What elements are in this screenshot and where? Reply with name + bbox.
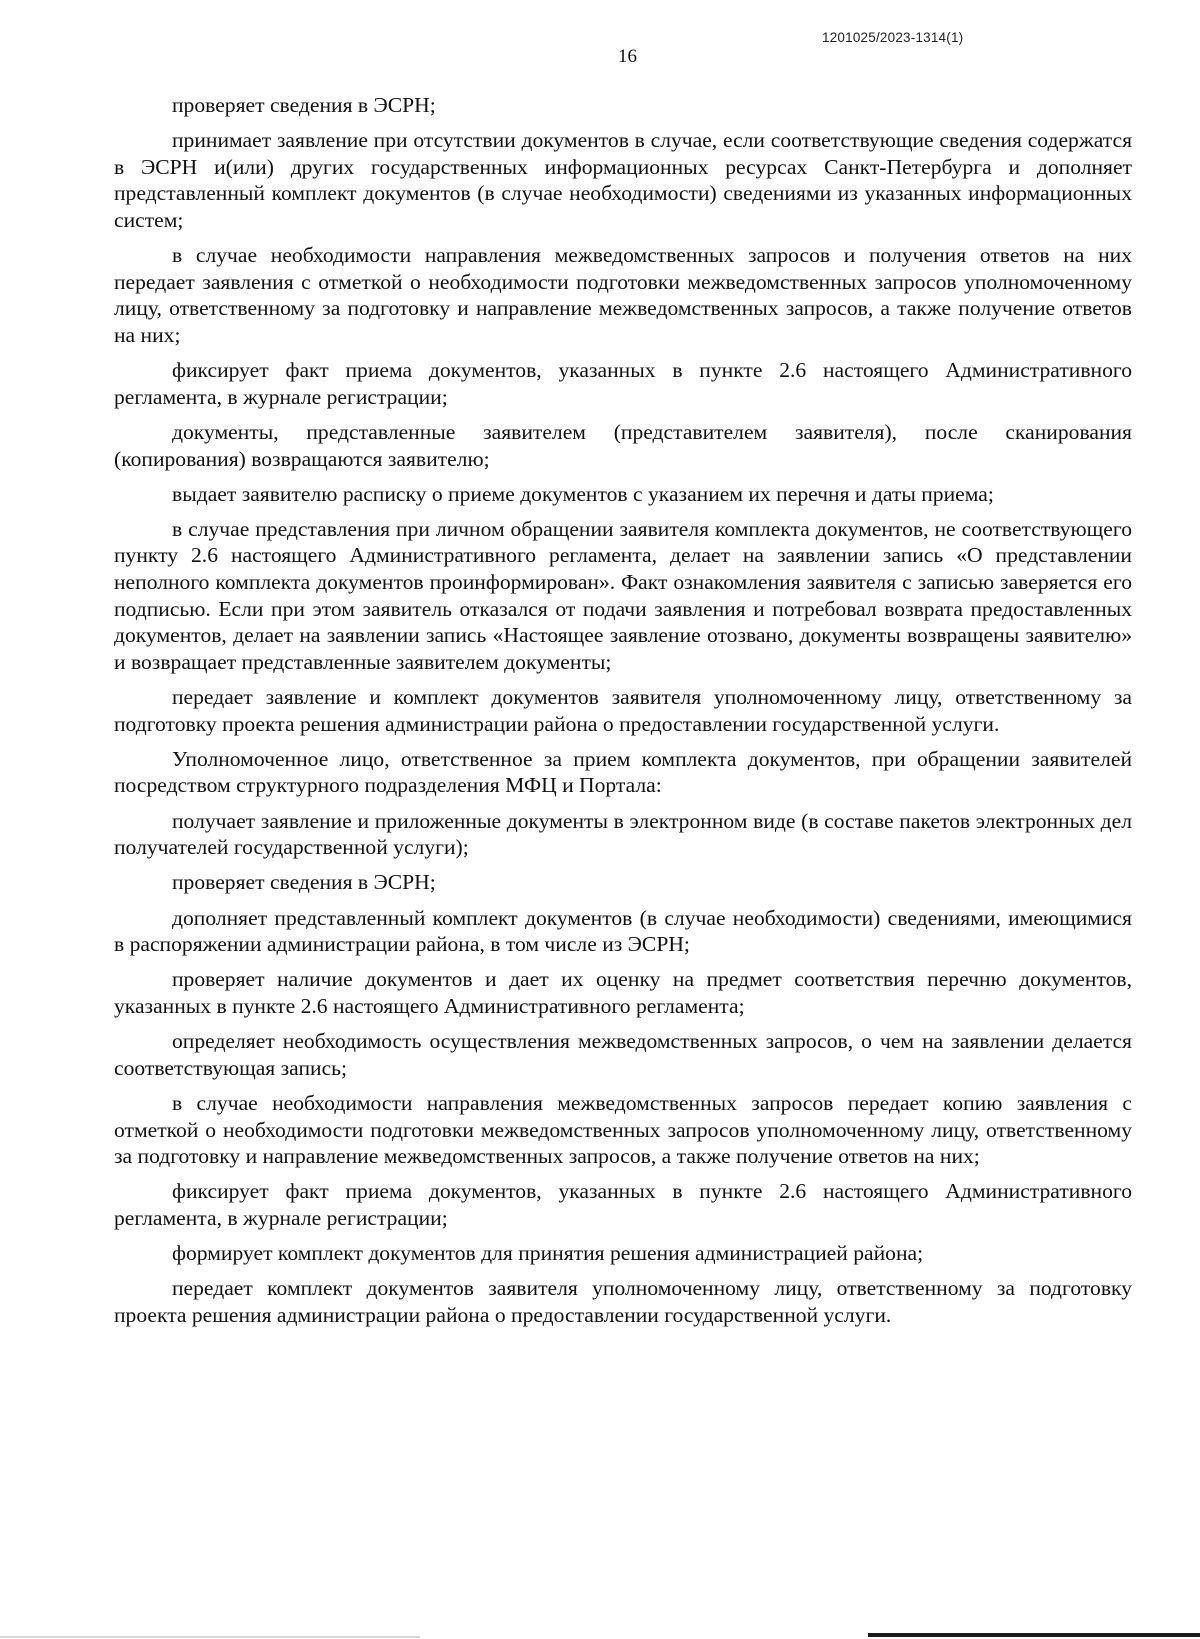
scan-edge-line [868,1633,1200,1637]
document-body [114,92,1132,1328]
paragraph: получает заявление и приложенные документы в электронном виде (в составе пакетов электронных дел получателей государственной услуги); [114,808,1132,860]
paragraph: документы, представленные заявителем (представителем заявителя), после сканирования (копирования) возвращаются заявителю; [114,419,1132,471]
paragraph: в случае представления при личном обращении заявителя комплекта документов, не соответствующего пункту 2.6 настоящего Административного регламента, делает на заявлении запись «О представлении неполного комплекта документов проинформирован». Факт ознакомления заявителя с записью заверяется его подписью. Если при этом заявитель отказался от подачи заявления и потребовал возврата предоставленных документов, делает на заявлении запись «Настоящее заявление отозвано, документы возвращены заявителю» и возвращает представленные заявителем документы; [114,516,1132,674]
paragraph: дополняет представленный комплект документов (в случае необходимости) сведениями, имеющимися в распоряжении администрации района, в том числе из ЭСРН; [114,905,1132,957]
paragraph: проверяет наличие документов и дает их оценку на предмет соответствия перечню документов, указанных в пункте 2.6 настоящего Административного регламента; [114,967,1132,1018]
paragraph: Уполномоченное лицо, ответственное за прием комплекта документов, при обращении заявителей посредством структурного подразделения МФЦ и Портала: [114,746,1132,798]
page-number: 16 [618,46,637,67]
paragraph: передает комплект документов заявителя уполномоченному лицу, ответственному за подготовку проекта решения администрации района о предоставлении государственной услуги. [114,1276,1132,1327]
paragraph: фиксирует факт приема документов, указанных в пункте 2.6 настоящего Административного регламента, в журнале регистрации; [114,1179,1132,1230]
scan-edge-shadow [0,1636,420,1638]
paragraph: в случае необходимости направления межведомственных запросов и получения ответов на них передает заявления с отметкой о необходимости подготовки межведомственных запросов уполномоченному лицу, ответственному за подготовку и направление межведомственных запросов, а также получение ответов на них; [114,243,1132,347]
paragraph: формирует комплект документов для принятия решения администрацией района; [172,1241,924,1266]
document-registration-number: 1201025/2023-1314(1) [822,30,964,45]
paragraph: фиксирует факт приема документов, указанных в пункте 2.6 настоящего Административного регламента, в журнале регистрации; [114,358,1132,409]
paragraph: определяет необходимость осуществления межведомственных запросов, о чем на заявлении делается соответствующая запись; [114,1029,1132,1080]
paragraph: в случае необходимости направления межведомственных запросов передает копию заявления с отметкой о необходимости подготовки межведомственных запросов уполномоченному лицу, ответственному за подготовку и направление межведомственных запросов, а также получение ответов на них; [114,1090,1132,1169]
paragraph: принимает заявление при отсутствии документов в случае, если соответствующие сведения содержатся в ЭСРН и(или) других государственных информационных ресурсах Санкт-Петербурга и дополняет представленный комплект документов (в случае необходимости) сведениями из указанных информационных систем; [114,128,1132,232]
paragraph: выдает заявителю расписку о приеме документов с указанием их перечня и даты приема; [172,481,994,506]
paragraph: проверяет сведения в ЭСРН; [172,870,436,895]
paragraph: передает заявление и комплект документов заявителя уполномоченному лицу, ответственному за подготовку проекта решения администрации района о предоставлении государственной услуги. [114,685,1132,736]
paragraph: проверяет сведения в ЭСРН; [172,93,436,117]
